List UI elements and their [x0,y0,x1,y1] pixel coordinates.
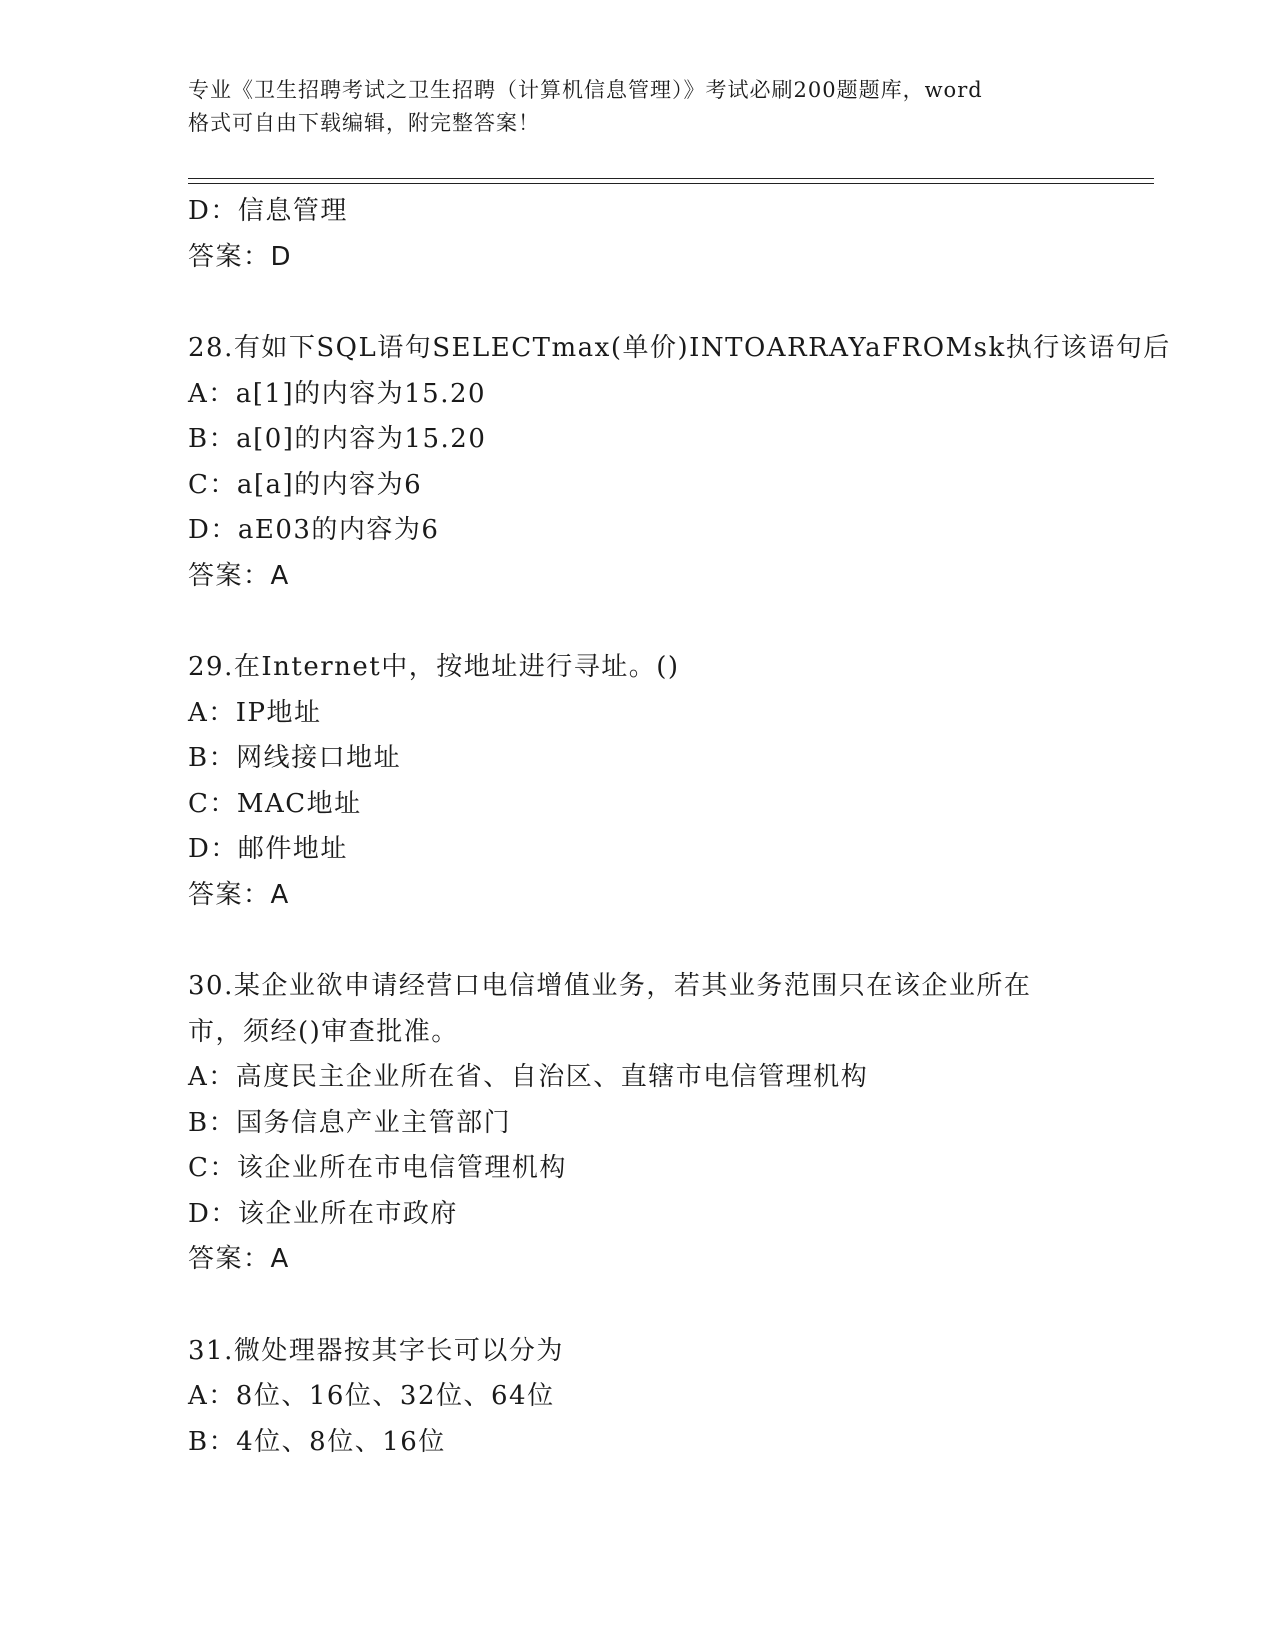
answer: 答案：A [188,1244,290,1274]
prev-option-d: D：信息管理 [188,196,348,226]
option-a: A：8位、16位、32位、64位 [188,1381,555,1411]
option-d: D：该企业所在市政府 [188,1198,458,1229]
answer: 答案：A [188,560,290,591]
header-line-1: 专业《卫生招聘考试之卫生招聘（计算机信息管理）》考试必刷200题题库，word [188,78,983,102]
option-a: A：高度民主企业所在省、自治区、直辖市电信管理机构 [188,1062,869,1092]
document-header [188,74,1088,140]
question-stem: 30.某企业欲申请经营口电信增值业务，若其业务范围只在该企业所在 [188,971,1032,1001]
header-line-2: 格式可自由下载编辑，附完整答案！ [188,111,540,135]
question-list [188,189,1171,1465]
question-31 [188,1329,1088,1466]
answer: 答案：A [188,879,290,910]
question-29 [188,645,1088,918]
question-30 [188,964,1088,1283]
option-d: D：邮件地址 [188,834,348,864]
option-c: C：MAC地址 [188,788,362,819]
option-d: D：aE03的内容为6 [188,515,440,545]
option-b: B：国务信息产业主管部门 [188,1107,512,1138]
question-28 [188,326,1171,599]
spacer [188,918,1088,964]
question-stem: 31.微处理器按其字长可以分为 [188,1335,564,1366]
spacer [188,599,1088,645]
spacer [188,1283,1088,1329]
option-a: A：a[1]的内容为15.20 [188,378,487,409]
prev-answer: 答案：D [188,241,293,272]
option-b: B：网线接口地址 [188,743,402,773]
header-divider-top [188,178,1154,179]
option-b: B：4位、8位、16位 [188,1426,446,1457]
question-stem: 29.在Internet中，按地址进行寻址。() [188,652,680,682]
question-stem-continued: 市，须经()审查批准。 [188,1016,459,1047]
spacer [188,280,1088,326]
option-c: C：该企业所在市电信管理机构 [188,1153,567,1183]
option-b: B：a[0]的内容为15.20 [188,424,487,454]
question-stem: 28.有如下SQL语句SELECTmax(单价)INTOARRAYaFROMsk执行该语句后 [188,333,1171,363]
option-c: C：a[a]的内容为6 [188,469,423,500]
header-divider-bottom [188,183,1154,184]
option-a: A：IP地址 [188,697,322,728]
